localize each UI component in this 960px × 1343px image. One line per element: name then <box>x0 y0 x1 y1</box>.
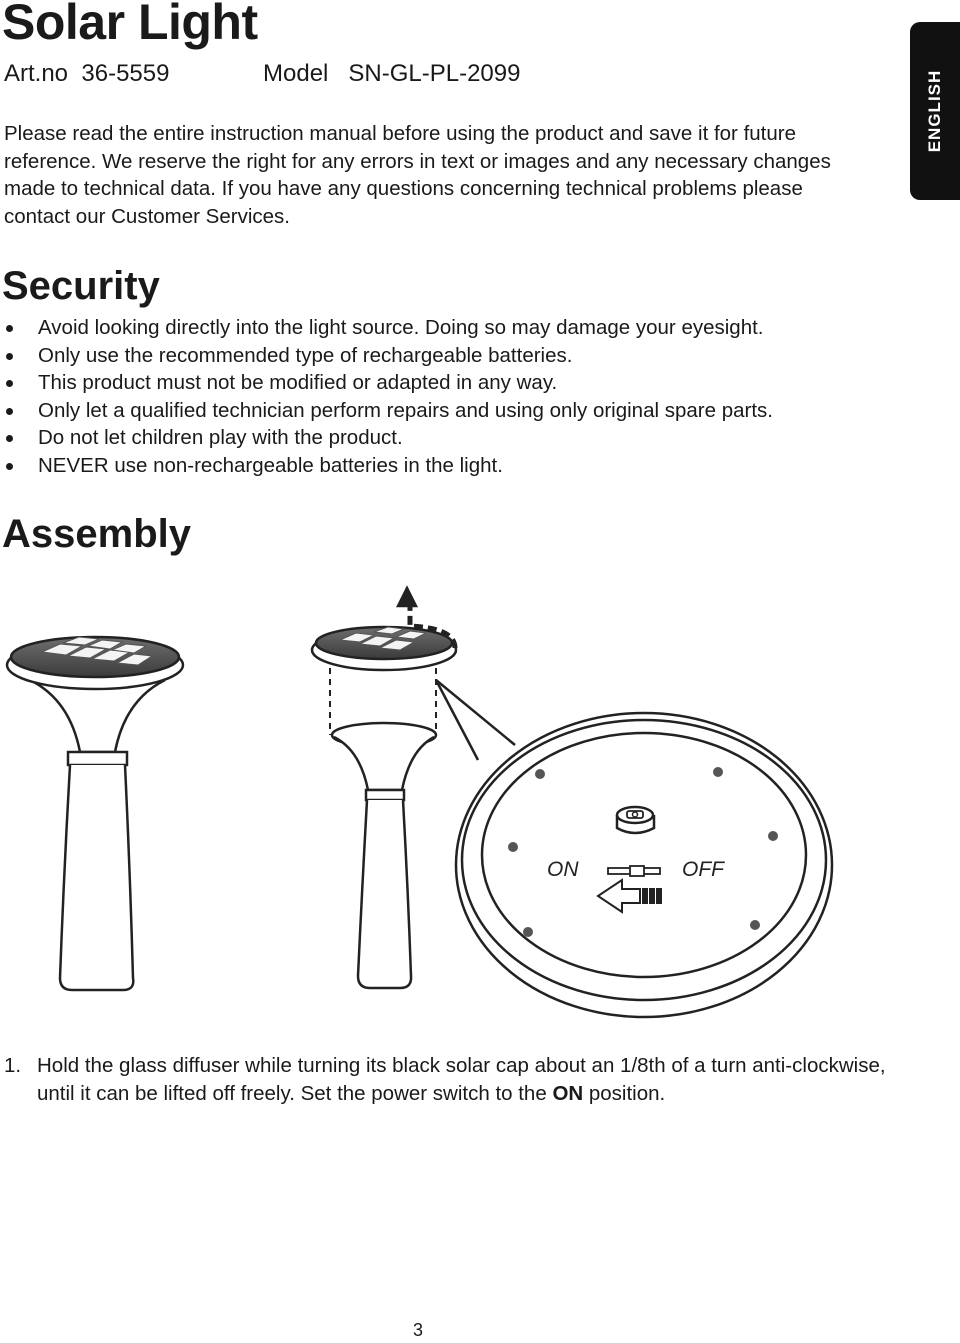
base-closeup <box>436 680 832 1017</box>
language-tab-label: ENGLISH <box>925 69 944 153</box>
power-switch <box>608 866 660 876</box>
list-item: NEVER use non-rechargeable batteries in the light. <box>4 452 773 480</box>
page-number: 3 <box>413 1320 424 1340</box>
list-item: Do not let children play with the product. <box>4 424 773 452</box>
assembly-illustration <box>0 578 960 1038</box>
art-number: 36-5559 <box>81 60 170 87</box>
switch-off-label: OFF <box>682 858 724 881</box>
assembled-lamp <box>7 637 183 990</box>
lift-arrow-icon <box>398 588 416 606</box>
step-text-part: position. <box>583 1081 666 1105</box>
switch-knob <box>617 807 654 833</box>
language-tab <box>910 22 960 200</box>
disassembled-lamp <box>312 588 456 988</box>
step-text <box>37 1052 904 1107</box>
model-info <box>263 58 520 90</box>
model-label: Model <box>263 60 329 87</box>
art-label: Art.no <box>4 60 69 87</box>
list-item: Avoid looking directly into the light source. Doing so may damage your eyesight. <box>4 314 773 342</box>
product-id-line <box>4 58 521 90</box>
switch-on-label: ON <box>547 858 579 881</box>
assembly-heading: Assembly <box>2 512 191 556</box>
step-emphasis: ON <box>552 1081 584 1105</box>
step-text-part: Hold the glass diffuser while turning its black solar cap about an 1/8th of a turn anti-clockwise, until it can be lifted off freely. Set the power switch to the <box>37 1054 886 1105</box>
security-list <box>4 314 773 479</box>
list-item: This product must not be modified or adapted in any way. <box>4 369 773 397</box>
intro-paragraph: Please read the entire instruction manual before using the product and save it for future reference. We reserve the right for any errors in text or images and any necessary changes made to technical data. If you have any questions concerning technical problems please contact our Customer Services. <box>4 122 831 228</box>
page-title: Solar Light <box>2 0 258 50</box>
step-1 <box>4 1052 904 1107</box>
model-number: SN-GL-PL-2099 <box>348 60 521 87</box>
list-item: Only use the recommended type of rechargeable batteries. <box>4 342 773 370</box>
step-number: 1. <box>4 1054 22 1077</box>
list-item: Only let a qualified technician perform repairs and using only original spare parts. <box>4 397 773 425</box>
security-heading: Security <box>2 264 160 308</box>
